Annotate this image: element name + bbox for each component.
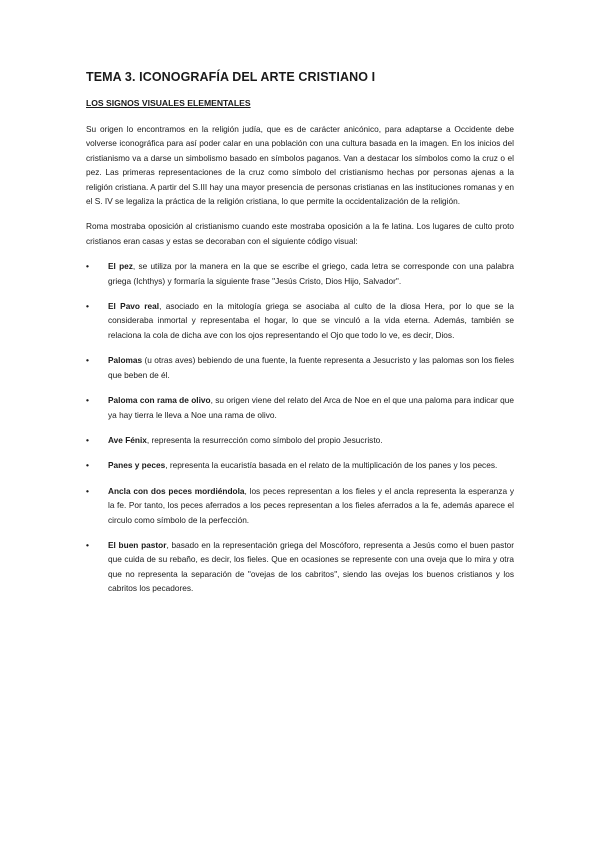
list-item-term: Paloma con rama de olivo bbox=[108, 395, 211, 406]
bullet-icon: • bbox=[86, 485, 89, 496]
list-item-term: El pez bbox=[108, 261, 133, 272]
bullet-icon: • bbox=[86, 355, 89, 366]
list-item-text: , representa la eucaristía basada en el relato de la multiplicación de los panes y los peces. bbox=[165, 460, 498, 471]
list-item-text: , asociado en la mitología griega se asociaba al culto de la diosa Hera, por lo que se la consideraba inmortal y representaba el hogar, lo que se vinculó a la vida eterna. Además, también se relaciona la cola de dicha ave con los ojos representando el Ojo que todo lo ve, es decir, Dios. bbox=[108, 301, 514, 340]
list-item-text: , representa la resurrección como símbolo del propio Jesucristo. bbox=[146, 434, 383, 445]
list-item bbox=[86, 484, 514, 527]
bullet-icon: • bbox=[86, 395, 89, 406]
list-item-text: (u otras aves) bebiendo de una fuente, la fuente representa a Jesucristo y las palomas son los fieles que beben de él. bbox=[108, 355, 514, 380]
bullet-icon: • bbox=[86, 301, 89, 312]
list-item bbox=[86, 458, 514, 472]
list-item-term: El buen pastor bbox=[108, 539, 167, 550]
list-item-term: El Pavo real bbox=[108, 301, 160, 312]
list-item bbox=[86, 259, 514, 288]
document-page bbox=[86, 70, 514, 607]
bullet-icon: • bbox=[86, 261, 89, 272]
list-item-text: , los peces representan a los fieles y el ancla representa la esperanza y la fe. Por tanto, los peces aferrados a los peces representan a los fieles aferrados a la fe, además aparece el circulo como símbolo de la perfección. bbox=[108, 485, 514, 525]
bullet-icon: • bbox=[86, 434, 89, 445]
list-item bbox=[86, 393, 514, 422]
section-heading: LOS SIGNOS VISUALES ELEMENTALES bbox=[86, 98, 251, 108]
list-item bbox=[86, 353, 514, 382]
list-item-term: Ave Fénix bbox=[108, 434, 147, 445]
list-item-text: , se utiliza por la manera en la que se escribe el griego, cada letra se corresponde con una palabra griega (Ichthys) y formaría la siguiente frase "Jesús Cristo, Dios Hijo, Salvador". bbox=[108, 261, 514, 286]
list-item bbox=[86, 299, 514, 342]
intro-paragraph: Su origen lo encontramos en la religión judía, que es de carácter anicónico, para adaptarse a Occidente debe volverse iconográfica para así poder calar en una población con una cultura basada en la imagen. En los inicios del cristianismo va a darse un simbolismo basado en símbolos paganos. Van a destacar los símbolos como la cruz o el pez. Las primeras representaciones de la cruz como símbolo del cristianismo hechas por personas ajenas a la religión cristiana. A partir del S.III hay una mayor presencia de personas cristianas en las instituciones romanas y en el S. IV se legaliza la práctica de la religión cristiana, lo que permite la occidentalización de la religión. bbox=[86, 124, 514, 207]
list-item-term: Ancla con dos peces mordiéndola bbox=[108, 485, 245, 496]
list-item-term: Panes y peces bbox=[108, 460, 166, 471]
list-item bbox=[86, 433, 514, 447]
list-item-term: Palomas bbox=[108, 355, 143, 366]
list-item bbox=[86, 538, 514, 596]
context-paragraph: Roma mostraba oposición al cristianismo cuando este mostraba oposición a la fe latina. Los lugares de culto proto cristianos eran casas y estas se decoraban con el siguiente código visual: bbox=[86, 221, 514, 246]
bullet-icon: • bbox=[86, 460, 89, 471]
list-item-text: , basado en la representación griega del Moscóforo, representa a Jesús como el buen pastor que cuida de su rebaño, es decir, los fieles. Que en ocasiones se represente con una oveja que lo mira y otra que no representa la separación de "ovejas de los cabritos", siendo las ovejas los buenos cristianos y los cabritos los pecadores. bbox=[108, 539, 514, 594]
list-item-text: , su origen viene del relato del Arca de Noe en el que una paloma para indicar que ya hay tierra le lleva a Noe una rama de olivo. bbox=[108, 395, 514, 420]
bullet-icon: • bbox=[86, 539, 89, 550]
symbol-list bbox=[86, 259, 514, 595]
page-title: TEMA 3. ICONOGRAFÍA DEL ARTE CRISTIANO I bbox=[86, 70, 376, 84]
